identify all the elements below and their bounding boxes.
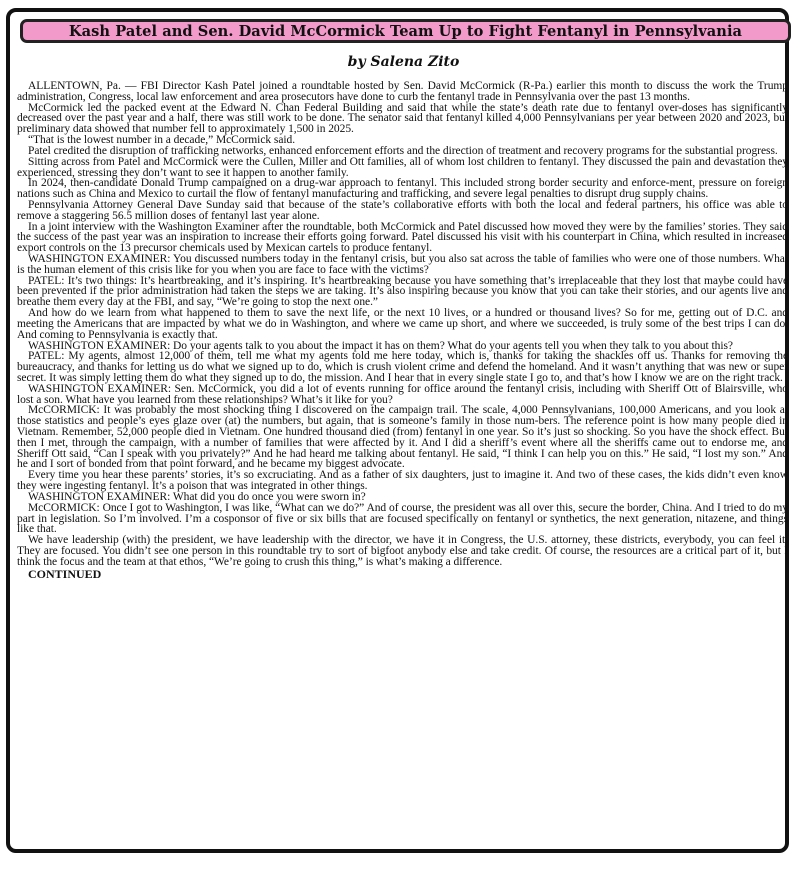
paragraph: PATEL: My agents, almost 12,000 of them, tell me what my agents told me here today, which is, thanks for taking the shackles off us. Thanks for removing the bureaucracy, and thanks for letting us do what we signed up to do, which is crush violent crime and defend the homeland. And it wasn’t anything that was new or super secret. It was simply letting them do what they signed up to do, the mission. And I hear that in every single state I go to, and that’s how I know we are on the right track. — [17, 350, 788, 384]
paragraph: PATEL: It’s two things: It’s heartbreaking, and it’s inspiring. It’s heartbreaking because you have something that’s irreplaceable that they lost that maybe could have been prevented if the prior administration had taken the steps we are taking. It’s also inspiring because you know that you can take their stories, and our agents live and breathe them every day at the FBI, and say, “We’re going to stop the next one.” — [17, 274, 788, 309]
paragraph: WASHINGTON EXAMINER: What did you do once you were sworn in? — [28, 490, 366, 503]
paragraph: McCORMICK: Once I got to Washington, I was like, “What can we do?” And of course, the president was all over this, secure the border, China. And I tried to do my part in legislation. So I’m involved. I’m a cosponsor of five or six bills that are focused specifically on fentanyl or synthetics, the next generation, nitazene, and things like that. — [17, 501, 788, 536]
headline-banner — [20, 19, 791, 43]
paragraph: Every time you hear these parents’ stories, it’s so excruciating. And as a father of six daughters, just to imagine it. And two of these cases, the kids didn’t even know they were ingesting fentanyl. It’s a poison that was integrated in other things. — [17, 469, 788, 493]
continued-label: CONTINUED — [28, 566, 102, 581]
paragraph: WASHINGTON EXAMINER: Sen. McCormick, you did a lot of events running for office around the fentanyl crisis, including with Sheriff Ott of Blairsville, who lost a son. What have you learned from these relationships? What’s it like for you? — [17, 382, 788, 406]
paragraph: WASHINGTON EXAMINER: Do your agents talk to you about the impact it has on them? What do your agents tell you when they talk to you about this? — [28, 339, 733, 352]
paragraph: ALLENTOWN, Pa. — FBI Director Kash Patel joined a roundtable hosted by Sen. David McCormick (R-Pa.) earlier this month to discuss the work the Trump administration, Congress, local law enforcement and area prosecutors have done to curb the fentanyl trade in Pennsylvania over the past 13 months. — [17, 81, 788, 103]
headline: Kash Patel and Sen. David McCormick Team Up to Fight Fentanyl in Pennsylvania — [68, 22, 743, 40]
byline: by Salena Zito — [347, 54, 460, 70]
paragraph: McCORMICK: It was probably the most shocking thing I discovered on the campaign trail. The scale, 4,000 Pennsylvanians, 100,000 Americans, and you look at those statistics and people’s eyes glaze over (at) the numbers, but again, that is someone’s family in those num-bers. The reference point is how many people died in Vietnam. Remember, 52,000 people died in Vietnam. One hundred thousand died (from) fentanyl in one year. So it’s just so shocking. So you have the shock effect. But then I met, through the campaign, with a number of families that were affected by it. And I did a sheriff’s event where all the sheriffs came out to endorse me, and Sheriff Ott said, “Can I speak with you privately?” And he had heard me talking about fentanyl. He said, “I think I can help you on this.” He said, “I lost my son.” And he and I sort of bonded from that point forward, and he became my biggest advocate. — [17, 404, 788, 471]
paragraph: And how do we learn from what happened to them to save the next life, or the next 10 lives, or a hundred or thousand lives? So for me, getting out of D.C. and meeting the Americans that are impacted by what we do in Washington, and where we came up short, and where we succeeded, is truly some of the best trips I can do. And coming to Pennsylvania is exactly that. — [17, 307, 788, 341]
paragraph: Patel credited the disruption of trafficking networks, enhanced enforcement efforts and the direction of treatment and recovery programs for the substantial progress. — [28, 144, 778, 157]
paragraph: Pennsylvania Attorney General Dave Sunday said that because of the state’s collaborative efforts with both the local and federal partners, his office was able to remove a staggering 56.5 million doses of fentanyl last year alone. — [17, 198, 788, 222]
paragraph: McCormick led the packed event at the Edward N. Chan Federal Building and said that while the state’s death rate due to fentanyl over-doses has significantly decreased over the past year and a half, there was still work to be done. The senator said that fentanyl killed 4,000 Pennsylvanians per year between 2020 and 2023, but preliminary data showed that number fell to approximately 1,500 in 2025. — [17, 101, 788, 136]
article-body — [17, 81, 788, 841]
paragraph: Sitting across from Patel and McCormick were the Cullen, Miller and Ott families, all of whom lost children to fentanyl. They discussed the pain and devastation they experienced, stressing they don’t want to see it happen to another family. — [17, 155, 788, 179]
paragraph: We have leadership (with) the president, we have leadership with the director, we have it in Congress, the U.S. attorney, these districts, everybody, you can feel it. They are focused. You didn’t see one person in this roundtable try to sort of bigfoot anybody else and take credit. Of course, the resources are a critical part of it, but I think the focus and the team at that ethos, “We’re going to crush this thing,” is what’s making a difference. — [17, 534, 788, 568]
paragraph: In 2024, then-candidate Donald Trump campaigned on a drug-war approach to fentanyl. This included strong border security and enforce-ment, pressure on foreign nations such as China and Mexico to curtail the flow of fentanyl manufacturing and trafficking, and severe legal penalties to disrupt drug supply chains. — [17, 177, 788, 201]
paragraph: “That is the lowest number in a decade,” McCormick said. — [28, 134, 296, 147]
paragraph: In a joint interview with the Washington Examiner after the roundtable, both McCormick and Patel discussed how moved they were by the families’ stories. They said the success of the past year was an inspiration to increase their efforts going forward. Patel discussed his visit with his counterpart in China, which resulted in increased export controls on the 13 precursor chemicals used by Mexican cartels to produce fentanyl. — [17, 220, 788, 255]
paragraph: WASHINGTON EXAMINER: You discussed numbers today in the fentanyl crisis, but you also sat across the table of families who were one of those numbers. What is the human element of this crisis like for you when you are face to face with the victims? — [17, 253, 788, 276]
